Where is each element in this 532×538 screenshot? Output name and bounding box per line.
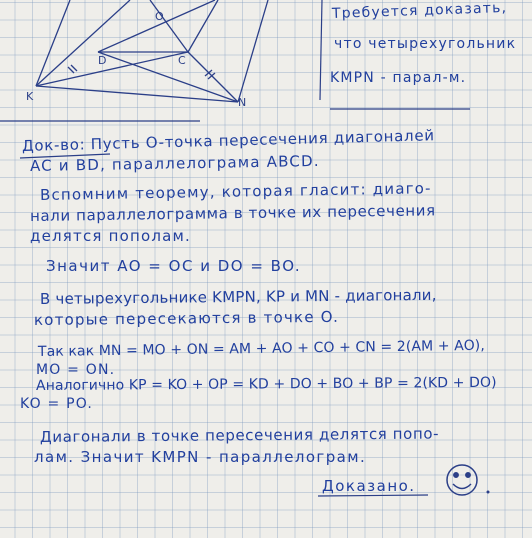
figure-line-ka <box>36 0 130 86</box>
proof-line-5: делятся пополам. <box>30 227 192 245</box>
label-k: K <box>26 90 34 103</box>
proof-line-10: MO = ON. <box>36 362 116 378</box>
proof-line-7: В четырехугольнике KMPN, KP и MN - диагонали, <box>39 285 437 308</box>
note-line-1: Требуется доказать, <box>331 0 508 22</box>
proof-line-6: Значит AO = OC и DO = BO. <box>46 257 302 275</box>
figure-side-kn <box>36 86 238 102</box>
label-o: O <box>155 10 164 23</box>
proof-line-2: AC и BD, параллелограма ABCD. <box>29 151 320 175</box>
proof-line-14: лам. Значит KMPN - параллелограм. <box>34 448 367 466</box>
proof-line-12: KO = PO. <box>20 396 94 412</box>
figure-outer-right-side <box>238 0 268 102</box>
proof-line-11: Аналогично KP = KO + OP = KD + DO + BO + BP = 2(KD + DO) <box>35 374 497 394</box>
proof-line-13: Диагонали в точке пересечения делятся попо- <box>39 424 440 446</box>
note-divider <box>320 0 322 100</box>
label-n: N <box>238 96 247 109</box>
note-line-3: KMPN - парал-м. <box>330 70 467 86</box>
final-dot <box>487 491 490 494</box>
proof-line-8: которые пересекаются в точке O. <box>33 307 340 329</box>
label-c: C <box>178 54 186 67</box>
proof-line-15: Доказано. <box>322 477 416 495</box>
proof-line-1: Док-во: Пусть O-точка пересечения диагоналей <box>21 126 435 155</box>
proof-line-3: Вспомним теорему, которая гласит: диаго- <box>39 179 432 204</box>
proof-line-9: Так как MN = MO + ON = AM + AO + CO + CN = 2(AM + AO), <box>37 337 485 360</box>
proof-line-4: нали параллелограмма в точке их пересечения <box>29 201 436 225</box>
proved-underline <box>318 495 428 496</box>
note-line-2: что четырехугольник <box>334 36 517 52</box>
label-d: D <box>98 54 107 67</box>
figure-outer-left-side <box>36 0 70 86</box>
figure-line-cn <box>188 52 238 102</box>
smiley-icon <box>447 465 477 495</box>
figure-diagonal-dn <box>98 52 238 102</box>
figure-line-right <box>188 0 218 52</box>
